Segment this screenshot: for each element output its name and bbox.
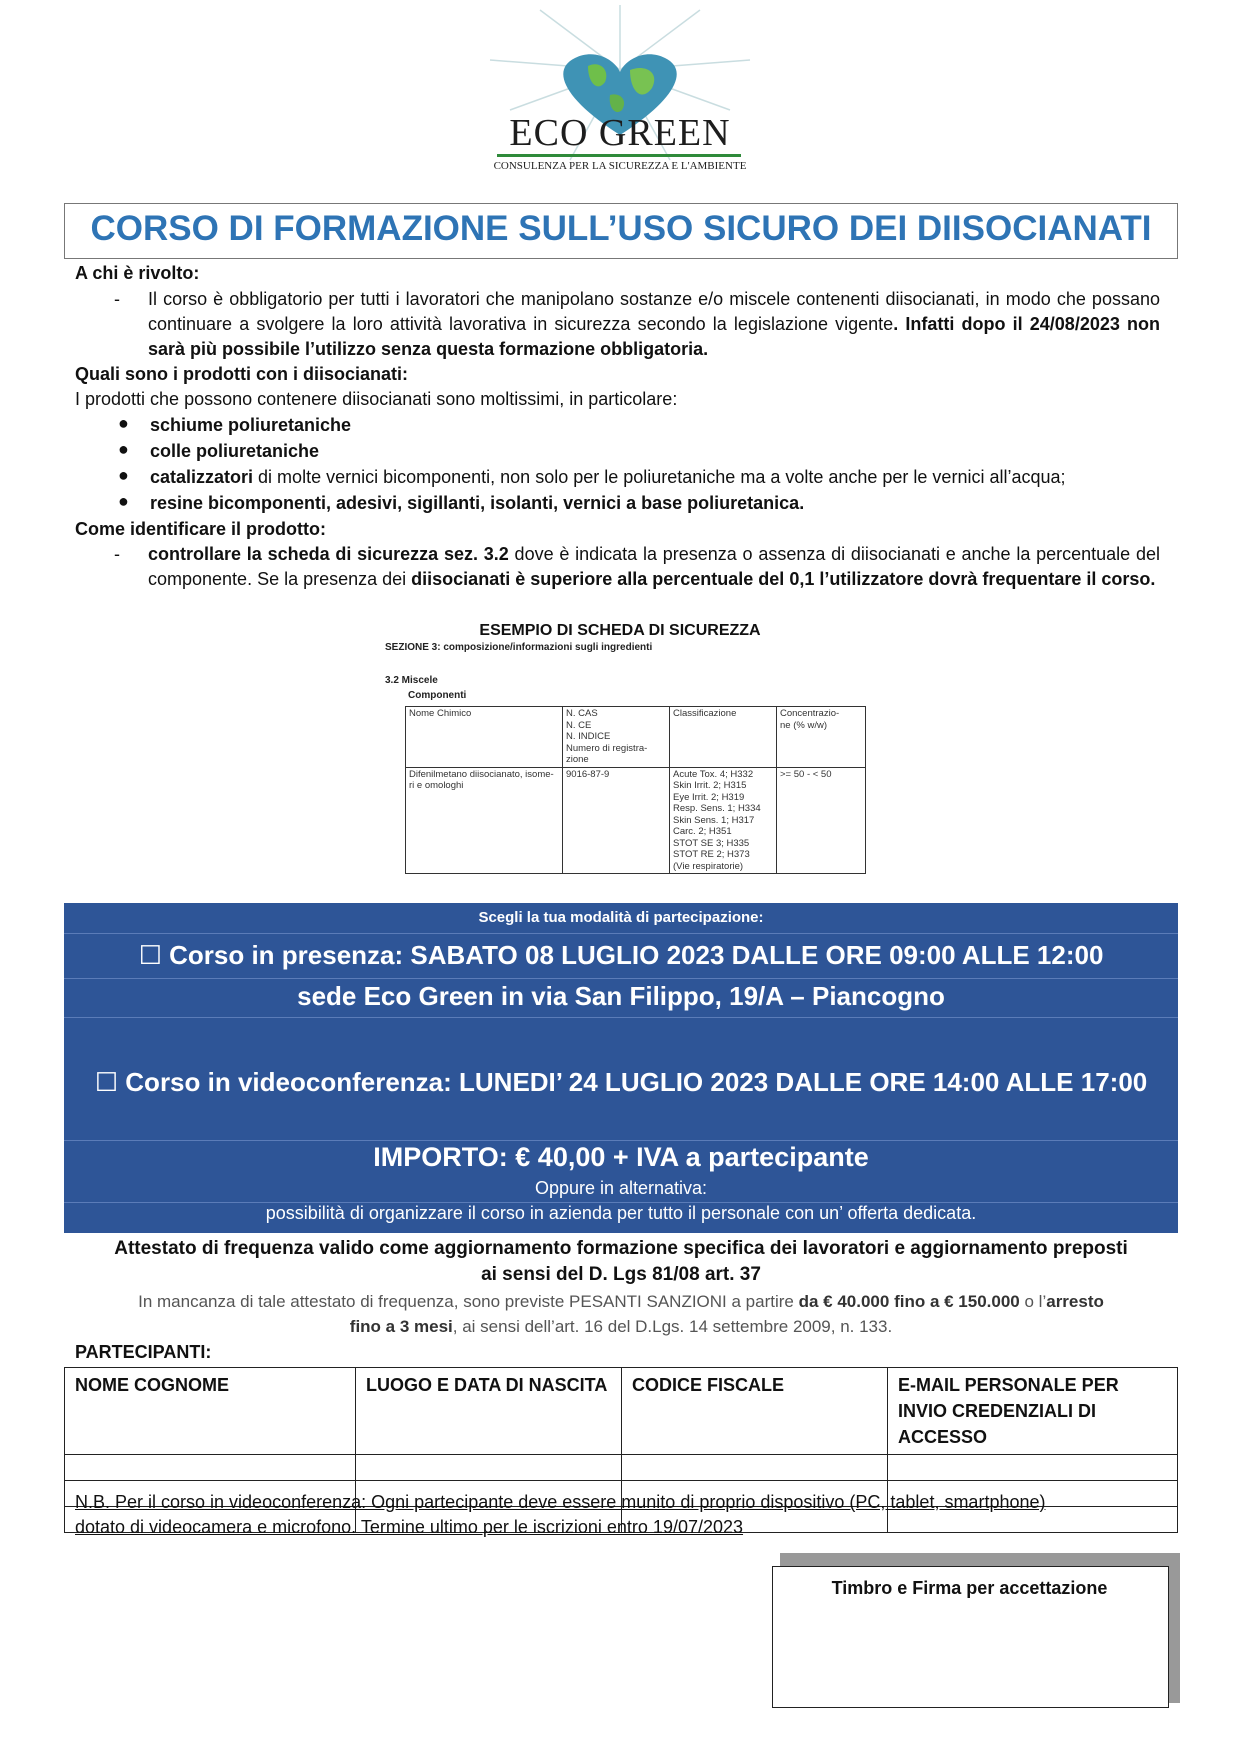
table-cell[interactable] [888, 1455, 1178, 1481]
note-line2: dotato di videocamera e microfono. Termine ultimo per le iscrizioni entro 19/07/2023 [75, 1517, 744, 1537]
sds-cell: Difenilmetano diisocianato, isome- ri e omologhi [406, 767, 563, 874]
bullet-item [150, 465, 1066, 490]
option-in-person-label: Corso in presenza: SABATO 08 LUGLIO 2023 DALLE ORE 09:00 ALLE 12:00 [169, 940, 1104, 970]
section-c-item [148, 542, 1160, 592]
page-title: CORSO DI FORMAZIONE SULL’USO SICURO DEI DIISOCIANATI [90, 209, 1152, 248]
section-c-bold2: diisocianati è superiore alla percentuale del 0,1 l’utilizzatore dovrà frequentare il corso. [411, 569, 1156, 589]
sanctions-arrest-duration: fino a 3 mesi [349, 1317, 453, 1336]
option-in-person-location: sede Eco Green in via San Filippo, 19/A – Piancogno [297, 981, 945, 1011]
column-header: LUOGO E DATA DI NASCITA [356, 1368, 622, 1455]
column-header: E-MAIL PERSONALE PER INVIO CREDENZIALI DI ACCESSO [888, 1368, 1178, 1455]
sds-subsection: 3.2 Miscele [385, 675, 438, 686]
section-a-item [148, 287, 1160, 362]
sanctions-note [64, 1289, 1178, 1339]
section-c-bold1: controllare la scheda di sicurezza sez. 3.2 [148, 544, 509, 564]
table-row [65, 1455, 1178, 1481]
checkbox-icon[interactable]: ☐ [94, 1067, 119, 1097]
bullet-item-bold: catalizzatori [150, 467, 254, 487]
sanctions-text: , ai sensi dell’art. 16 del D.Lgs. 14 settembre 2009, n. 133. [452, 1317, 893, 1336]
section-a-item-text: Il corso è obbligatorio per tutti i lavoratori che manipolano sostanze e/o miscele contenenti diisocianati, in modo che possano continuare a svolgere la loro attività lavorativa in sicurezza secondo la legislazione vigente [148, 289, 1160, 334]
section-c-text: dove è indicata la presenza o assenza di diisocianati e anche la percentuale del componente. Se la presenza dei [148, 544, 1160, 589]
sanctions-arrest: arresto [1046, 1292, 1104, 1311]
attestato-line1: Attestato di frequenza valido come aggiornamento formazione specifica dei lavoratori e aggiornamento preposti [114, 1238, 1128, 1259]
table-cell[interactable] [622, 1455, 888, 1481]
bullet-item: resine bicomponenti, adesivi, sigillanti, isolanti, vernici a base poliuretanica. [150, 493, 805, 513]
attestato-line2: ai sensi del D. Lgs 81/08 art. 37 [481, 1264, 761, 1285]
section-c-heading: Come identificare il prodotto: [75, 519, 327, 539]
alternative-offer: possibilità di organizzare il corso in azienda per tutto il personale con un’ offerta dedicata. [265, 1203, 977, 1223]
participation-prompt: Scegli la tua modalità di partecipazione: [478, 909, 764, 926]
bullet-item: schiume poliuretaniche [150, 415, 352, 435]
sds-cell: 9016-87-9 [563, 767, 670, 874]
dash-marker: - [114, 289, 120, 309]
sds-caption: ESEMPIO DI SCHEDA DI SICUREZZA [479, 622, 761, 639]
column-header: CODICE FISCALE [622, 1368, 888, 1455]
bullet-icon: ● [118, 465, 129, 485]
sds-header-cell: N. CAS N. CE N. INDICE Numero di registra- zione [563, 707, 670, 768]
column-header: NOME COGNOME [65, 1368, 356, 1455]
section-b-intro: I prodotti che possono contenere diisocianati sono moltissimi, in particolare: [75, 389, 678, 409]
section-a-heading: A chi è rivolto: [75, 263, 200, 283]
logo-underline [497, 154, 741, 157]
option-videoconference-label: Corso in videoconferenza: LUNEDI’ 24 LUGLIO 2023 DALLE ORE 14:00 ALLE 17:00 [125, 1067, 1148, 1097]
sanctions-amount: da € 40.000 fino a € 150.000 [798, 1292, 1020, 1311]
sanctions-text: In mancanza di tale attestato di frequenza, sono previste PESANTI SANZIONI a partire [138, 1292, 799, 1311]
box-divider [64, 1140, 1178, 1141]
sds-cell: Acute Tox. 4; H332 Skin Irrit. 2; H315 Eye Irrit. 2; H319 Resp. Sens. 1; H334 Skin Sens. 1; H317 Carc. 2; H351 STOT SE 3; H335 STOT RE 2; H373 (Vie respiratorie) [670, 767, 777, 874]
eco-green-logo [470, 0, 770, 185]
bullet-icon: ● [118, 413, 129, 433]
sds-section-title: SEZIONE 3: composizione/informazioni sugli ingredienti [385, 642, 653, 653]
option-in-person[interactable] [64, 940, 1178, 971]
sds-components: Componenti [408, 690, 467, 701]
alternative-label: Oppure in alternativa: [534, 1178, 708, 1198]
stamp-label: Timbro e Firma per accettazione [831, 1578, 1108, 1598]
sds-cell: >= 50 - < 50 [777, 767, 866, 874]
section-b-heading: Quali sono i prodotti con i diisocianati: [75, 364, 409, 384]
box-divider [64, 978, 1178, 979]
option-videoconference[interactable] [64, 1067, 1178, 1098]
bullet-item: colle poliuretaniche [150, 441, 320, 461]
table-cell[interactable] [65, 1455, 356, 1481]
box-divider [64, 1017, 1178, 1018]
participants-heading: PARTECIPANTI: [75, 1342, 212, 1362]
table-cell[interactable] [356, 1455, 622, 1481]
sds-sample-image [370, 640, 870, 880]
bullet-item-text: di molte vernici bicomponenti, non solo per le poliuretaniche ma a volte anche per le vernici all’acqua; [253, 467, 1066, 487]
logo-name: ECO GREEN [509, 112, 731, 154]
box-divider [64, 933, 1178, 934]
sds-header-cell: Nome Chimico [406, 707, 563, 768]
sds-header-cell: Classificazione [670, 707, 777, 768]
sds-table [405, 706, 866, 874]
bullet-icon: ● [118, 439, 129, 459]
sds-header-cell: Concentrazio- ne (% w/w) [777, 707, 866, 768]
section-a-item-bold: . Infatti dopo il 24/08/2023 non sarà più possibile l’utilizzo senza questa formazione obbligatoria. [148, 314, 1160, 359]
note-line1: N.B. Per il corso in videoconferenza: Ogni partecipante deve essere munito di proprio dispositivo (PC, tablet, smartphone) [75, 1492, 1046, 1512]
dash-marker: - [114, 544, 120, 564]
sanctions-text: o l’ [1019, 1292, 1047, 1311]
checkbox-icon[interactable]: ☐ [138, 940, 162, 970]
price: IMPORTO: € 40,00 + IVA a partecipante [373, 1142, 869, 1172]
bullet-icon: ● [118, 491, 129, 511]
logo-tagline: CONSULENZA PER LA SICUREZZA E L'AMBIENTE [493, 160, 747, 172]
